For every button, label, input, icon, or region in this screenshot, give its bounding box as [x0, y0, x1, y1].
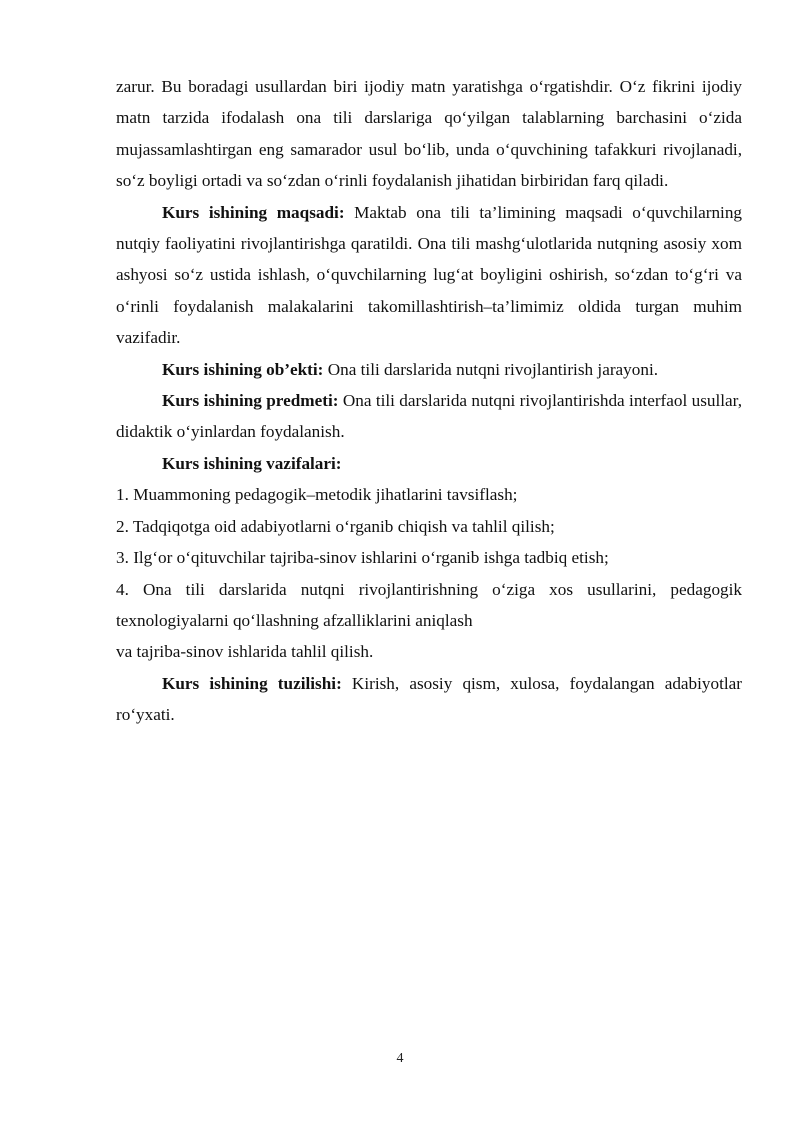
- task-item-2: 2. Tadqiqotga oid adabiyotlarni o‘rganib chiqish va tahlil qilish;: [116, 516, 555, 536]
- task-item-4: 4. Ona tili darslarida nutqni rivojlantirishning o‘ziga xos usullarini, pedagogik texnologiyalarni qo‘llashning afzalliklarini aniqlash: [116, 579, 742, 630]
- page-number: 4: [396, 1051, 404, 1066]
- tasks-heading: [116, 448, 742, 479]
- task-item-3: 3. Ilg‘or o‘qituvchilar tajriba-sinov ishlarini o‘rganib ishga tadbiq etish;: [116, 548, 609, 568]
- task-item-1: 1. Muammoning pedagogik–metodik jihatlarini tavsiflash;: [116, 485, 518, 505]
- structure-paragraph: [116, 668, 742, 731]
- goal-label: Kurs ishining maqsadi:: [162, 202, 345, 222]
- object-label: Kurs ishining ob’ekti:: [162, 359, 324, 379]
- subject-paragraph: [116, 385, 742, 448]
- structure-text: Kirish, asosiy qism, xulosa, foydalangan adabiyotlar ro‘yxati.: [116, 673, 743, 725]
- structure-label: Kurs ishining tuzilishi:: [162, 673, 342, 693]
- subject-label: Kurs ishining predmeti:: [162, 391, 339, 411]
- goal-paragraph: [116, 197, 742, 354]
- goal-text: Maktab ona tili ta’limining maqsadi o‘quvchilarning nutqiy faoliyatini rivojlantirishga qaratildi. Ona tili mashg‘ulotlarida nutqning asosiy xom ashyosi so‘z ustida ishlash, o‘quvchilarning lug‘at boyligini oshirish, so‘zdan to‘g‘ri va o‘rinli foydalanish malakalarini takomillashtirish–ta’limimiz oldida turgan muhim vazifadir.: [116, 202, 743, 348]
- subject-text: Ona tili darslarida nutqni rivojlantirishda interfaol usullar, didaktik o‘yinlardan foydalanish.: [116, 391, 743, 442]
- object-paragraph: [116, 354, 742, 385]
- object-text: Ona tili darslarida nutqni rivojlantirish jarayoni.: [323, 359, 659, 379]
- intro-paragraph: zarur. Bu boradagi usullardan biri ijodiy matn yaratishga o‘rgatishdir. O‘z fikrini ijodiy matn tarzida ifodalash ona tili darslariga qo‘yilgan talablarning barchasini o‘zida mujassamlashtirgan eng samarador usul bo‘lib, unda o‘quvchining tafakkuri rivojlanadi, so‘z boyligi ortadi va so‘zdan o‘rinli foydalanish jihatidan birbiridan farq qiladi.: [116, 77, 742, 191]
- task-item-4-continued: va tajriba-sinov ishlarida tahlil qilish.: [116, 642, 374, 662]
- body-text: [116, 71, 742, 731]
- tasks-label: Kurs ishining vazifalari:: [162, 453, 342, 473]
